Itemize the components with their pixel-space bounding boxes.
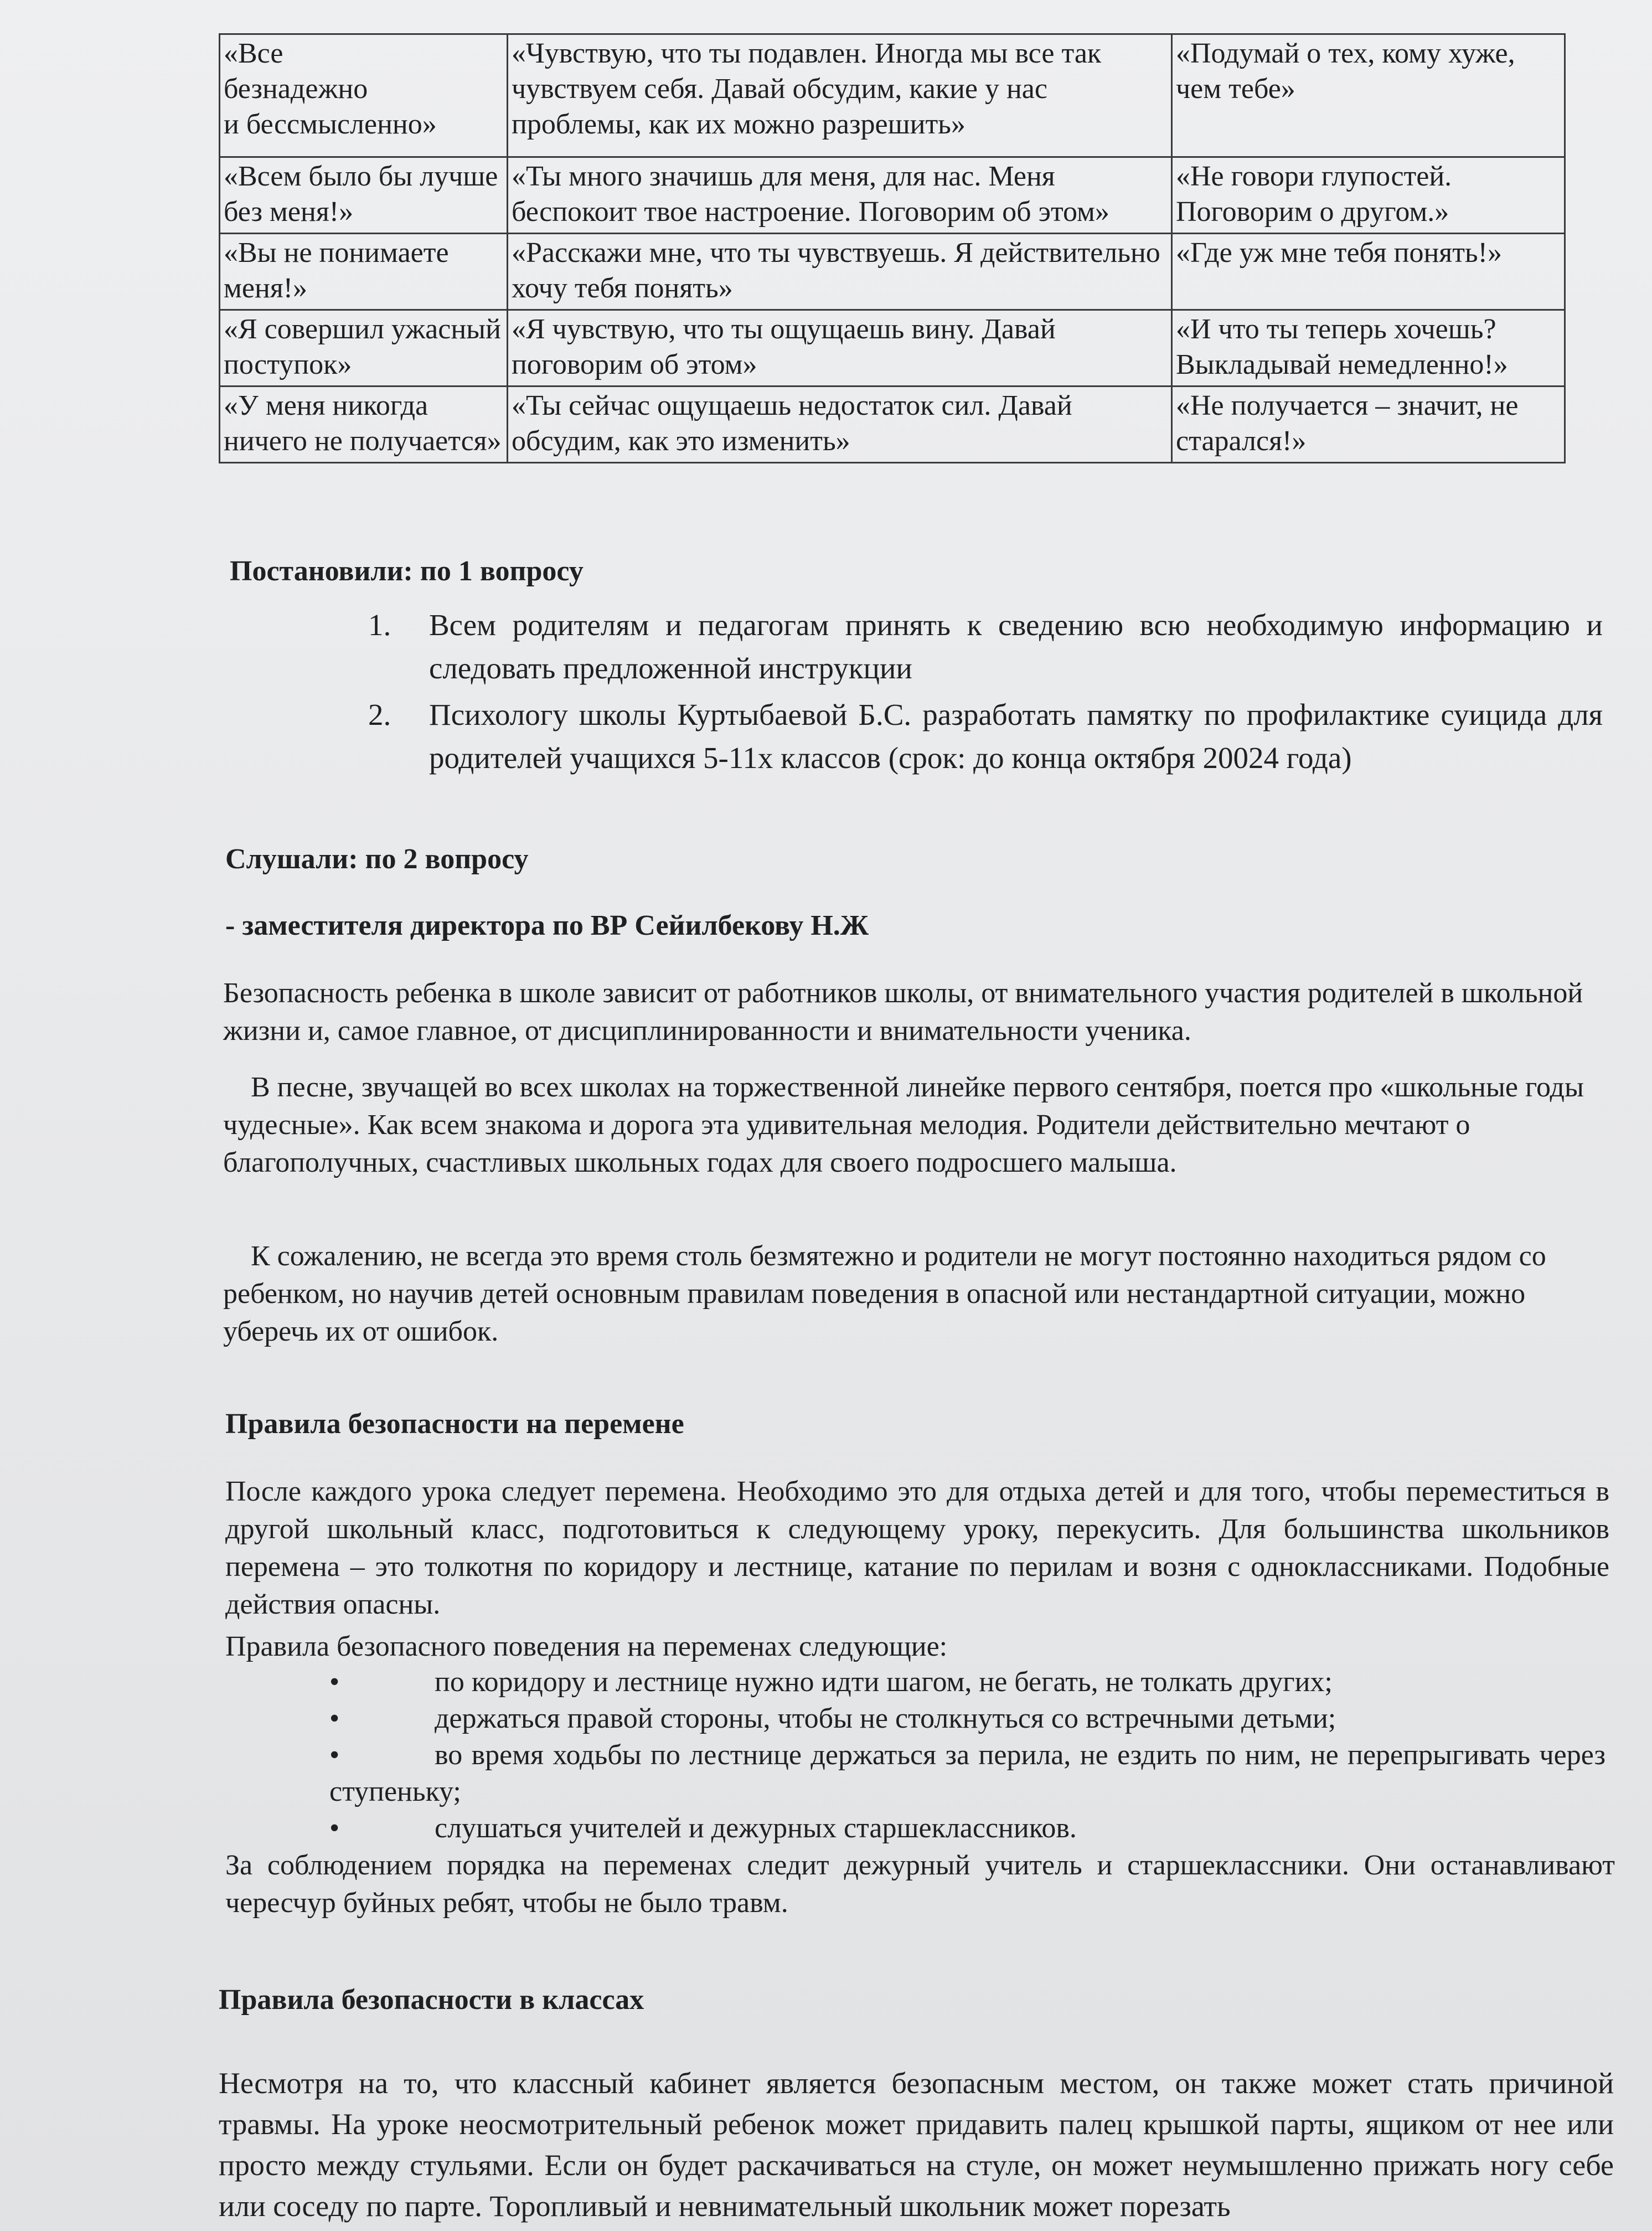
list-item bbox=[329, 1810, 1605, 1847]
table-cell: «Все безнадежно и бессмысленно» bbox=[220, 34, 508, 157]
table-cell: «Не говори глупостей. Поговорим о другом.» bbox=[1172, 157, 1565, 234]
paragraph: После каждого урока следует перемена. Необходимо это для отдыха детей и для того, чтобы переместиться в другой школьный класс, подготовиться к следующему уроку, перекусить. Для большинства школьников перемена – это толкотня по коридору и лестнице, катание по перилам и возня с одноклассниками. Подобные действия опасны. bbox=[225, 1476, 1609, 1620]
list-item-text: Психологу школы Куртыбаевой Б.С. разработать памятку по профилактике суицида для родителей учащихся 5-11х классов (срок: до конца октября 20024 года) bbox=[429, 698, 1603, 775]
bullet-icon: • bbox=[329, 1703, 340, 1734]
heard-heading: Слушали: по 2 вопросу bbox=[225, 843, 529, 875]
list-item-text: держаться правой стороны, чтобы не столкнуться со встречными детьми; bbox=[435, 1703, 1336, 1734]
list-item bbox=[368, 604, 1603, 690]
bullet-icon: • bbox=[329, 1739, 340, 1771]
bullet-icon: • bbox=[329, 1666, 340, 1698]
paragraph: В песне, звучащей во всех школах на торжественной линейке первого сентября, поется про «школьные годы чудесные». Как всем знакома и дорога эта удивительная мелодия. Родители действительно мечтают о благополучных, счастливых школьных годах для своего подросшего малыша. bbox=[223, 1071, 1584, 1178]
response-table bbox=[219, 33, 1566, 463]
list-item bbox=[329, 1701, 1605, 1737]
table-row bbox=[220, 157, 1565, 234]
table-cell: «Всем было бы лучше без меня!» bbox=[220, 157, 508, 234]
paragraph: За соблюдением порядка на переменах следит дежурный учитель и старшеклассники. Они останавливают чересчур буйных ребят, чтобы не было травм. bbox=[225, 1849, 1615, 1919]
table-cell: «Ты сейчас ощущаешь недостаток сил. Давай обсудим, как это изменить» bbox=[508, 387, 1172, 463]
paragraph: Несмотря на то, что классный кабинет является безопасным местом, он также может стать причиной травмы. На уроке неосмотрительный ребенок может придавить палец крышкой парты, ящиком от нее или просто между стульями. Если он будет раскачиваться на стуле, он может неумышленно прижать ногу себе или соседу по парте. Торопливый и невнимательный школьник может порезать bbox=[219, 2067, 1614, 2223]
list-item-text: по коридору и лестнице нужно идти шагом, не бегать, не толкать других; bbox=[435, 1666, 1333, 1698]
list-item-number: 1. bbox=[368, 608, 391, 642]
table-cell: «Расскажи мне, что ты чувствуешь. Я действительно хочу тебя понять» bbox=[508, 234, 1172, 310]
speaker-line: - заместителя директора по ВР Сейилбекову Н.Ж bbox=[225, 910, 869, 941]
paragraph: Правила безопасного поведения на переменах следующие: bbox=[225, 1631, 948, 1662]
list-item-number: 2. bbox=[368, 698, 391, 731]
table-cell: «И что ты теперь хочешь? Выкладывай немедленно!» bbox=[1172, 310, 1565, 387]
list-item bbox=[329, 1664, 1605, 1701]
list-item bbox=[329, 1737, 1605, 1810]
table-row bbox=[220, 34, 1565, 157]
bullet-icon: • bbox=[329, 1812, 340, 1844]
table-cell: «Чувствую, что ты подавлен. Иногда мы все так чувствуем себя. Давай обсудим, какие у нас проблемы, как их можно разрешить» bbox=[508, 34, 1172, 157]
table-cell: «Не получается – значит, не старался!» bbox=[1172, 387, 1565, 463]
list-item-text: Всем родителям и педагогам принять к сведению всю необходимую информацию и следовать предложенной инструкции bbox=[429, 608, 1603, 685]
table-cell: «Ты много значишь для меня, для нас. Меня беспокоит твое настроение. Поговорим об этом» bbox=[508, 157, 1172, 234]
table-row bbox=[220, 310, 1565, 387]
break-rules-heading: Правила безопасности на перемене bbox=[225, 1408, 684, 1440]
decided-list bbox=[368, 604, 1603, 783]
list-item-text: во время ходьбы по лестнице держаться за перила, не ездить по ним, не перепрыгивать через ступеньку; bbox=[329, 1739, 1605, 1807]
table-cell: «Где уж мне тебя понять!» bbox=[1172, 234, 1565, 310]
table-cell: «Вы не понимаете меня!» bbox=[220, 234, 508, 310]
break-rules-list bbox=[329, 1664, 1605, 1847]
table-row bbox=[220, 387, 1565, 463]
decided-heading: Постановили: по 1 вопросу bbox=[230, 555, 584, 587]
table-row bbox=[220, 234, 1565, 310]
table-cell: «Подумай о тех, кому хуже, чем тебе» bbox=[1172, 34, 1565, 157]
paragraph: К сожалению, не всегда это время столь безмятежно и родители не могут постоянно находиться рядом со ребенком, но научив детей основным правилам поведения в опасной или нестандартной ситуации, можно уберечь их от ошибок. bbox=[223, 1240, 1546, 1347]
list-item-text: слушаться учителей и дежурных старшеклассников. bbox=[435, 1812, 1077, 1844]
paragraph: Безопасность ребенка в школе зависит от работников школы, от внимательного участия родителей в школьной жизни и, самое главное, от дисциплинированности и внимательности ученика. bbox=[223, 977, 1583, 1047]
class-rules-heading: Правила безопасности в классах bbox=[219, 1984, 644, 2016]
table-cell: «Я совершил ужасный поступок» bbox=[220, 310, 508, 387]
table-cell: «У меня никогда ничего не получается» bbox=[220, 387, 508, 463]
list-item bbox=[368, 693, 1603, 780]
table-cell: «Я чувствую, что ты ощущаешь вину. Давай поговорим об этом» bbox=[508, 310, 1172, 387]
